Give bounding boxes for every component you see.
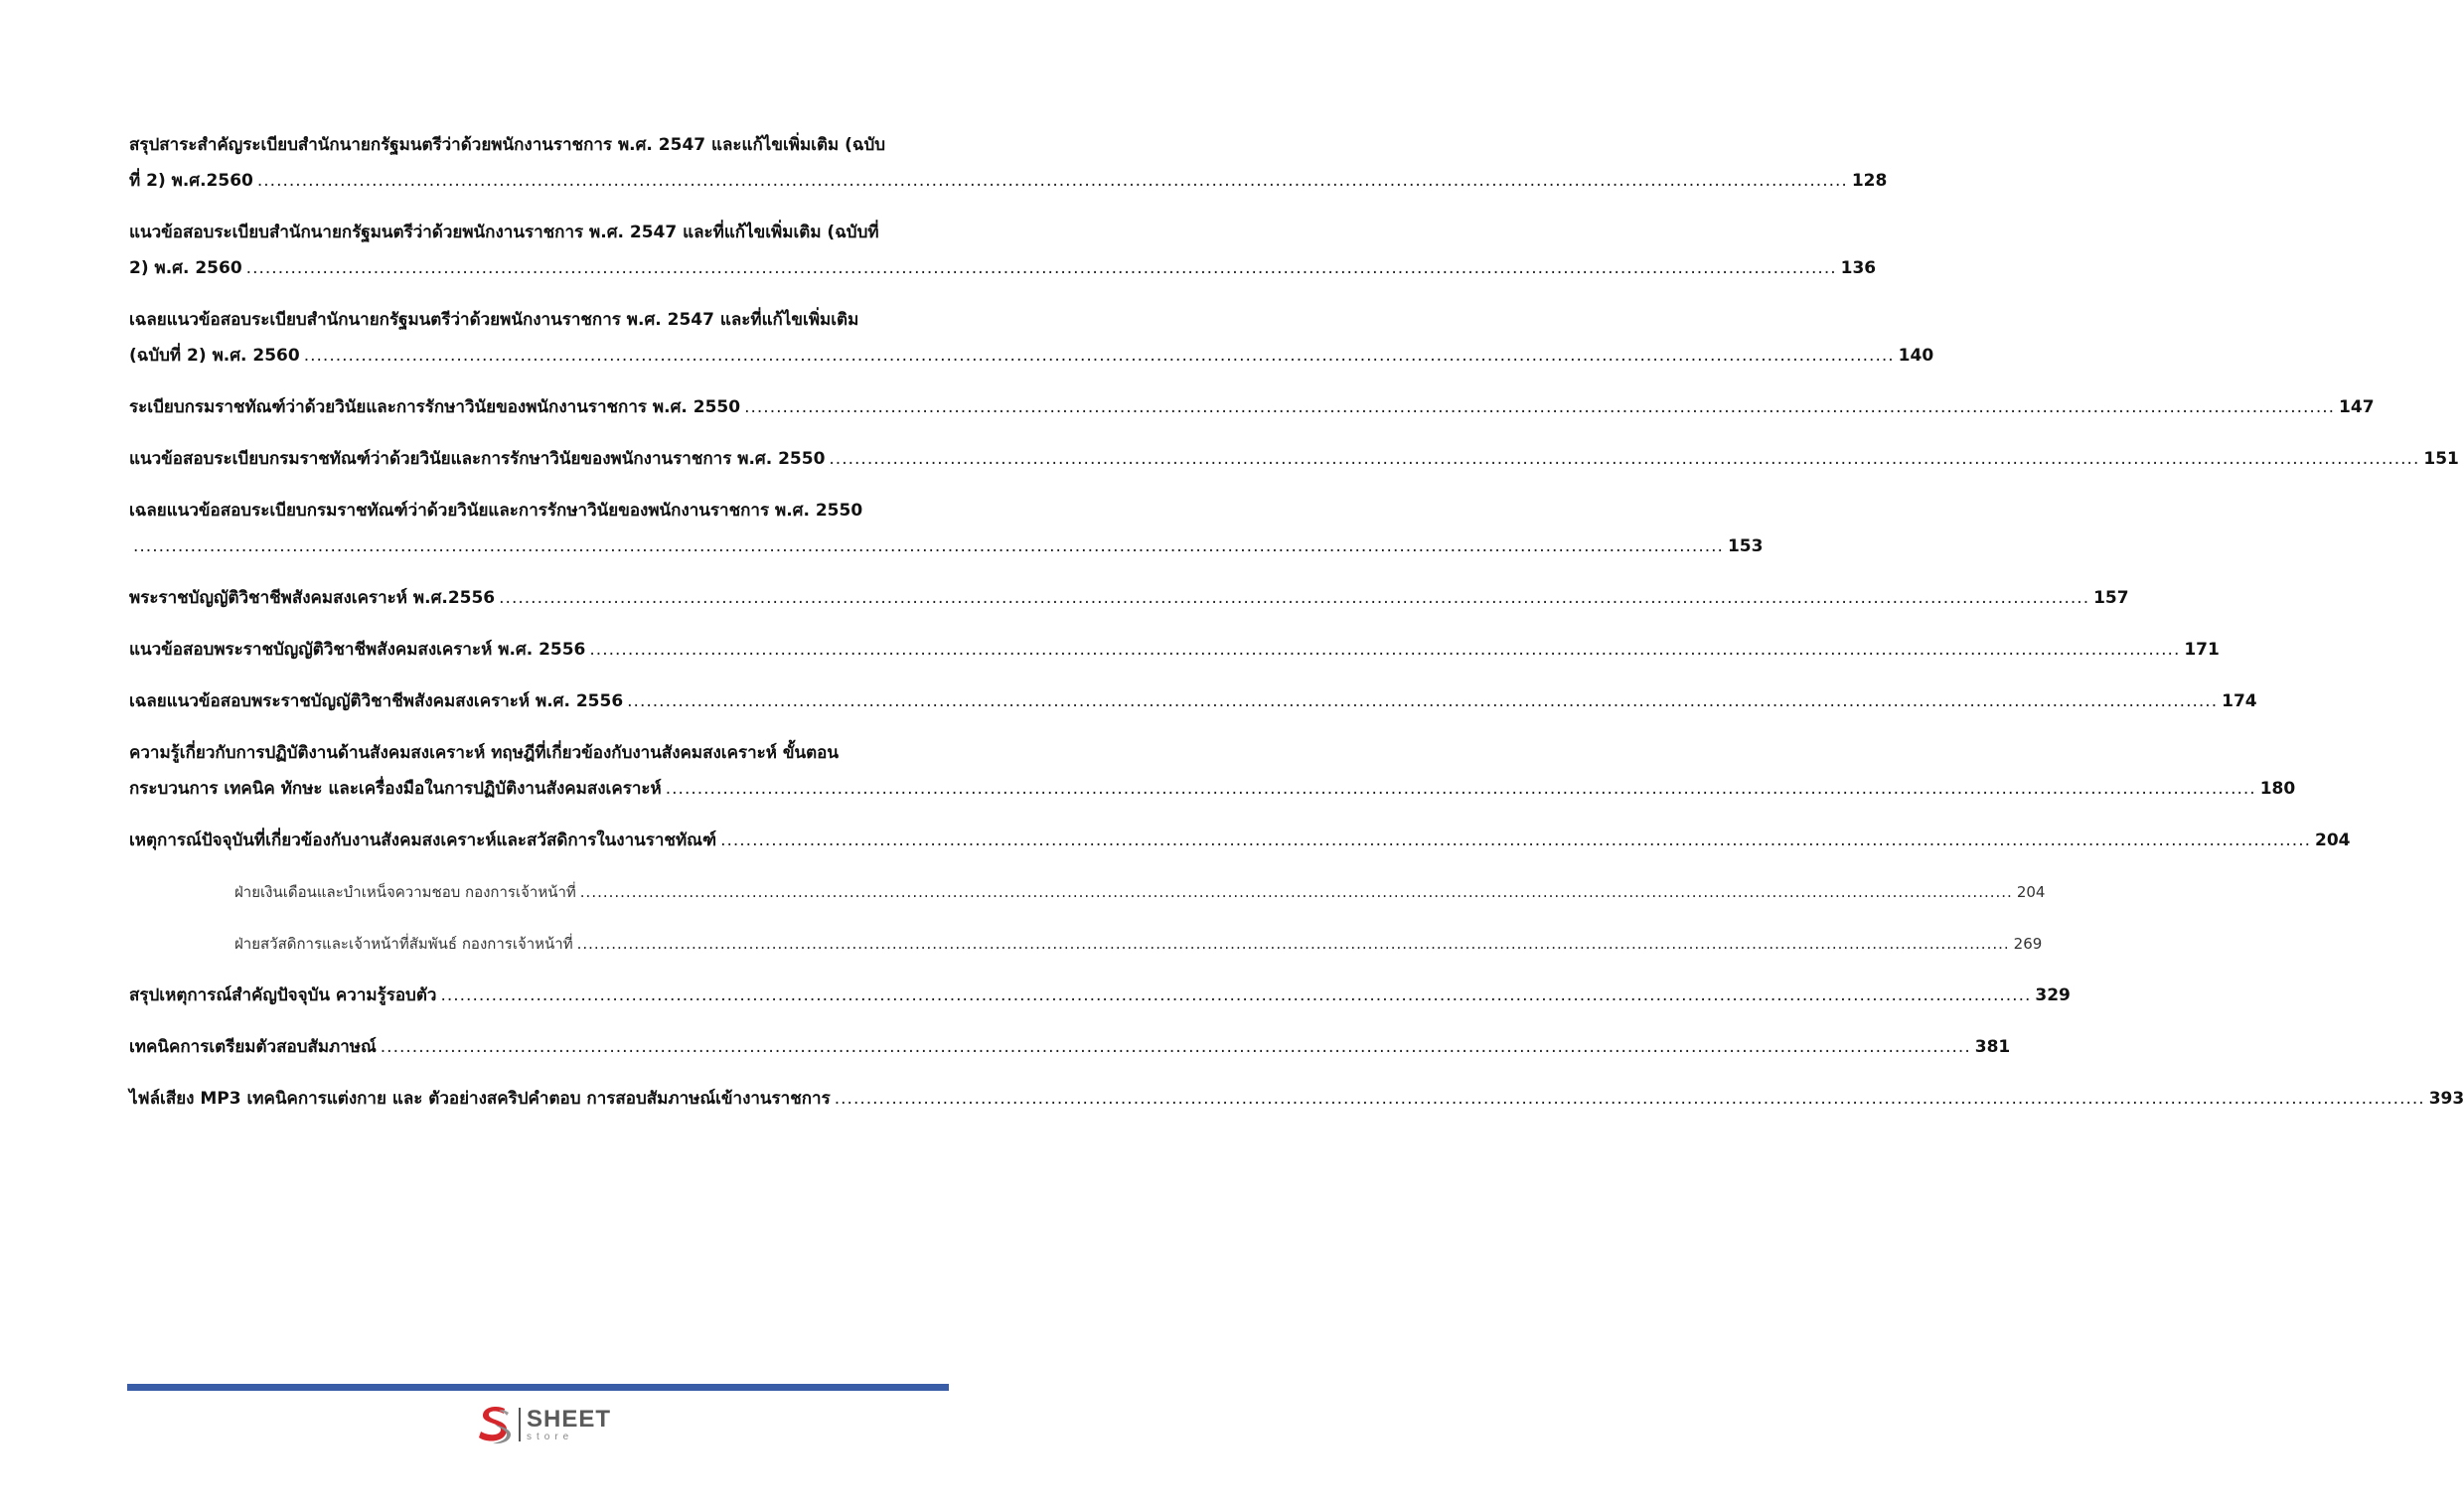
toc-page-number: 147 (2339, 397, 2375, 417)
toc-entry-title: แนวข้อสอบระเบียบกรมราชทัณฑ์ว่าด้วยวินัยและการรักษาวินัยของพนักงานราชการ พ.ศ. 2550 (129, 449, 826, 469)
footer-divider (127, 1384, 949, 1391)
toc-subentry-title: ฝ่ายสวัสดิการและเจ้าหน้าที่สัมพันธ์ กองการเจ้าหน้าที่ (234, 935, 573, 953)
sheet-store-logo (475, 1403, 611, 1446)
dot-leader (246, 250, 1837, 286)
logo-wordmark: SHEET (527, 1405, 612, 1433)
toc-page-number: 204 (2016, 883, 2046, 901)
toc-page-number: 171 (2184, 640, 2220, 660)
toc-page-number: 136 (1840, 258, 1877, 278)
toc-entry-title: เฉลยแนวข้อสอบพระราชบัญญัติวิชาชีพสังคมสงเคราะห์ พ.ศ. 2556 (129, 691, 624, 711)
sheet-store-s-icon (475, 1403, 515, 1446)
toc-page-number: 180 (2259, 779, 2296, 799)
toc-page-number: 128 (1851, 171, 1888, 191)
toc-entry-title: เทคนิคการเตรียมตัวสอบสัมภาษณ์ (129, 1037, 377, 1057)
toc-entry[interactable] (129, 1029, 2011, 1065)
dot-leader (829, 441, 2419, 477)
dot-leader (257, 163, 1848, 199)
toc-entry-title: แนวข้อสอบระเบียบสำนักนายกรัฐมนตรีว่าด้วยพนักงานราชการ พ.ศ. 2547 และที่แก้ไขเพิ่มเติม (ฉบับที่ (129, 223, 879, 242)
toc-page-number: 153 (1727, 536, 1764, 556)
toc-subentry-title: ฝ่ายเงินเดือนและบำเหน็จความชอบ กองการเจ้าหน้าที่ (234, 883, 576, 901)
toc-entry-title: สรุปเหตุการณ์สำคัญปัจจุบัน ความรู้รอบตัว (129, 985, 437, 1005)
toc-entry[interactable] (129, 978, 2071, 1013)
dot-leader (720, 823, 2311, 858)
dot-leader (744, 389, 2335, 425)
toc-entry[interactable] (129, 215, 1877, 286)
toc-subentry[interactable] (129, 926, 2043, 962)
toc-entry-title: เหตุการณ์ปัจจุบันที่เกี่ยวข้องกับงานสังคมสงเคราะห์และสวัสดิการในงานราชทัณฑ์ (129, 831, 717, 850)
toc-entry-title: ระเบียบกรมราชทัณฑ์ว่าด้วยวินัยและการรักษาวินัยของพนักงานราชการ พ.ศ. 2550 (129, 397, 741, 417)
toc-page-number: 140 (1898, 346, 1934, 366)
toc-entry[interactable] (129, 1081, 2464, 1117)
toc-page-number: 269 (2013, 935, 2043, 953)
logo-subtitle: store (527, 1431, 574, 1442)
dot-leader (589, 632, 2180, 668)
toc-subentry[interactable] (129, 874, 2046, 910)
toc-entry-title-cont: 2) พ.ศ. 2560 (129, 258, 242, 278)
dot-leader (627, 683, 2218, 719)
toc-entry-title: ความรู้เกี่ยวกับการปฏิบัติงานด้านสังคมสงเคราะห์ ทฤษฎีที่เกี่ยวข้องกับงานสังคมสงเคราะห์ ขั้นตอน (129, 743, 839, 763)
toc-entry-title: เฉลยแนวข้อสอบระเบียบสำนักนายกรัฐมนตรีว่าด้วยพนักงานราชการ พ.ศ. 2547 และที่แก้ไขเพิ่มเติม (129, 310, 859, 330)
toc-entry-title: เฉลยแนวข้อสอบระเบียบกรมราชทัณฑ์ว่าด้วยวินัยและการรักษาวินัยของพนักงานราชการ พ.ศ. 2550 (129, 501, 863, 521)
dot-leader (133, 529, 1724, 564)
logo-text (527, 1405, 612, 1442)
logo-separator (519, 1408, 521, 1441)
toc-page-number: 174 (2222, 691, 2257, 711)
toc-entry-title-cont: กระบวนการ เทคนิค ทักษะ และเครื่องมือในการปฏิบัติงานสังคมสงเคราะห์ (129, 779, 662, 799)
toc-entry-title: ไฟล์เสียง MP3 เทคนิคการแต่งกาย และ ตัวอย่างสคริปคำตอบ การสอบสัมภาษณ์เข้างานราชการ (129, 1089, 831, 1109)
dot-leader (835, 1081, 2425, 1117)
toc-entry-title-cont: (ฉบับที่ 2) พ.ศ. 2560 (129, 346, 300, 366)
toc-entry[interactable] (129, 632, 2220, 668)
dot-leader (381, 1029, 1971, 1065)
toc-page-number: 381 (1974, 1037, 2011, 1057)
table-of-contents (129, 127, 2464, 1133)
dot-leader (666, 771, 2256, 807)
toc-entry[interactable] (129, 389, 2375, 425)
toc-entry[interactable] (129, 127, 1888, 199)
toc-entry[interactable] (129, 493, 1764, 564)
toc-entry-title: สรุปสาระสำคัญระเบียบสำนักนายกรัฐมนตรีว่าด้วยพนักงานราชการ พ.ศ. 2547 และแก้ไขเพิ่มเติม (ฉบับ (129, 135, 886, 155)
toc-entry[interactable] (129, 823, 2351, 858)
toc-entry[interactable] (129, 580, 2129, 616)
toc-entry[interactable] (129, 441, 2459, 477)
dot-leader (577, 926, 2010, 962)
toc-entry-title: พระราชบัญญัติวิชาชีพสังคมสงเคราะห์ พ.ศ.2556 (129, 588, 496, 608)
toc-page-number: 157 (2093, 588, 2129, 608)
toc-page-number: 151 (2423, 449, 2459, 469)
dot-leader (440, 978, 2031, 1013)
dot-leader (499, 580, 2089, 616)
dot-leader (580, 874, 2013, 910)
toc-entry[interactable] (129, 735, 2296, 807)
toc-page-number: 204 (2315, 831, 2351, 850)
toc-entry[interactable] (129, 302, 1934, 374)
toc-entry-title: แนวข้อสอบพระราชบัญญัติวิชาชีพสังคมสงเคราะห์ พ.ศ. 2556 (129, 640, 586, 660)
toc-page-number: 329 (2035, 985, 2071, 1005)
toc-entry[interactable] (129, 683, 2257, 719)
toc-page-number: 393 (2428, 1089, 2464, 1109)
toc-entry-title-cont: ที่ 2) พ.ศ.2560 (129, 171, 253, 191)
dot-leader (304, 338, 1895, 374)
